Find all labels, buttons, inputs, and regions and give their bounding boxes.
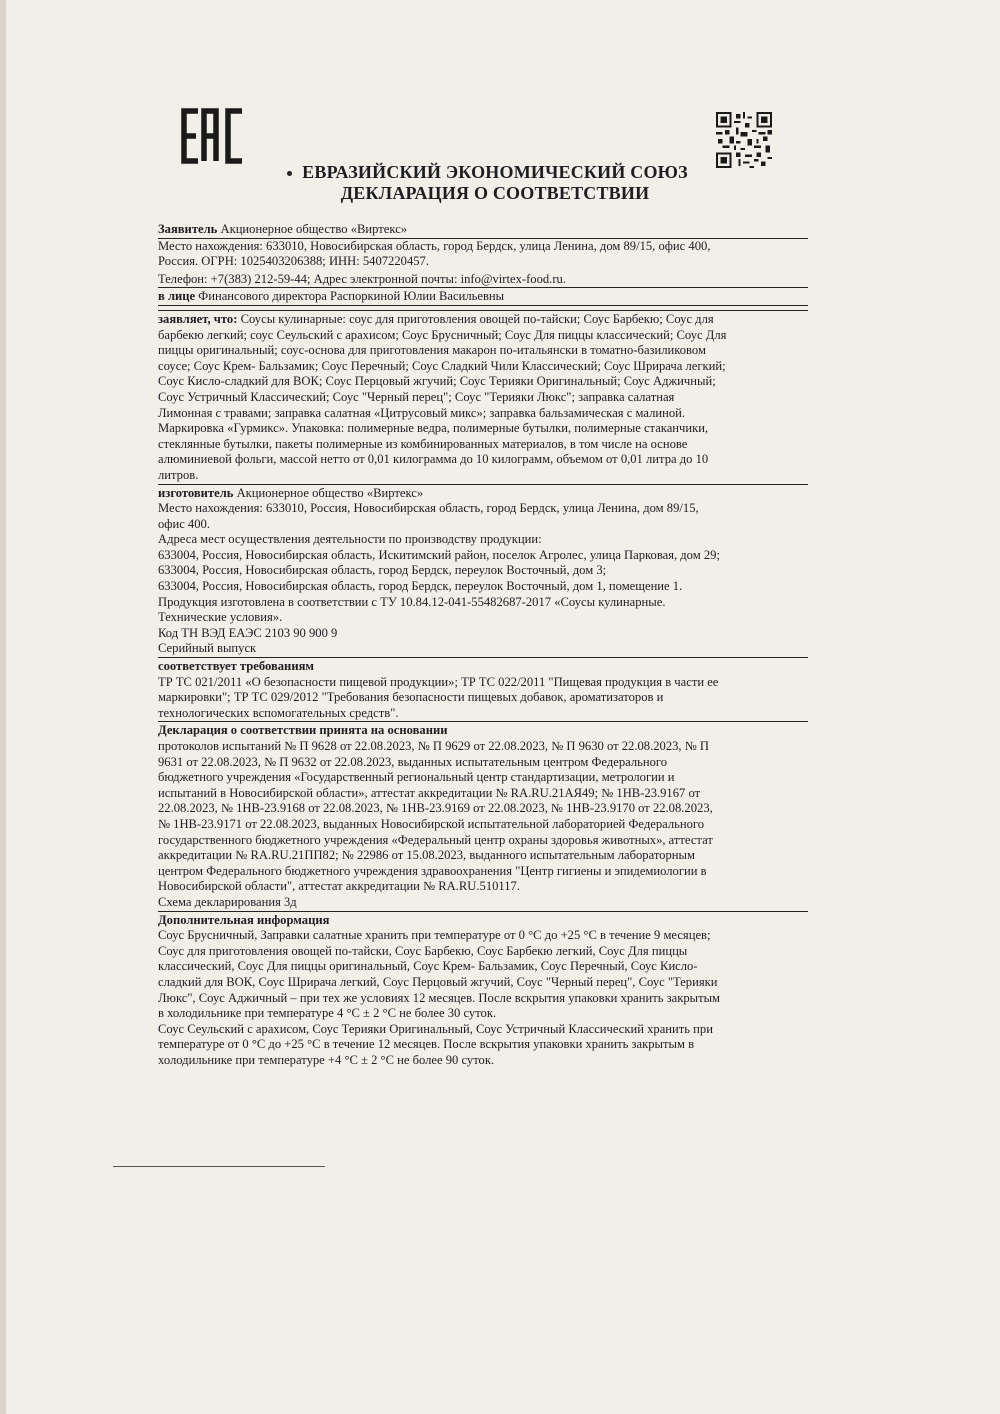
manufacturer-line bbox=[158, 486, 808, 502]
applicant-line bbox=[158, 222, 808, 238]
basis-line-2: 9631 от 22.08.2023, № П 9632 от 22.08.2023, выданных испытательным центром Федерального bbox=[158, 754, 668, 769]
production-site-2: 633004, Россия, Новосибирская область, город Бердск, переулок Восточный, дом 3; bbox=[158, 563, 607, 578]
declares-section bbox=[158, 310, 808, 484]
production-sites-heading: Адреса мест осуществления деятельности по производству продукции: bbox=[158, 532, 542, 547]
applicant-address-line-2: Россия. ОГРН: 1025403206388; ИНН: 5407220457. bbox=[158, 254, 429, 269]
declares-line-10: алюминиевой фольги, массой нетто от 0,01 килограмма до 10 килограмм, объемом от 0,01 литра до 10 bbox=[158, 452, 709, 467]
declares-label: заявляет, что: bbox=[158, 311, 238, 326]
requirements-line-2: маркировки"; ТР ТС 029/2012 "Требования безопасности пищевых добавок, ароматизаторов и bbox=[158, 690, 664, 705]
basis-line-1: протоколов испытаний № П 9628 от 22.08.2023, № П 9629 от 22.08.2023, № П 9630 от 22.08.2023, № П bbox=[158, 739, 709, 753]
eac-logo bbox=[181, 108, 245, 164]
declares-line-9: стеклянные бутылки, пакеты полимерные из комбинированных материалов, в том числе на основе bbox=[158, 436, 688, 451]
basis-section bbox=[158, 721, 808, 910]
additional-line-6: в холодильнике при температуре 4 °С ± 2 °С не более 30 суток. bbox=[158, 1006, 497, 1021]
basis-line-10: Новосибирской области", аттестат аккредитации № RA.RU.510117. bbox=[158, 879, 520, 894]
declares-line-3: пиццы оригинальный; соус-основа для приготовления макарон по-итальянски в томатно-базиликовом bbox=[158, 343, 706, 358]
additional-line-7: Соус Сеульский с арахисом, Соус Терияки Оригинальный, Соус Устричный Классический хранить при bbox=[158, 1021, 713, 1036]
declares-line-6: Соус Устричный Классический; Соус "Черный перец"; Соус "Терияки Люкс"; заправка салатная bbox=[158, 389, 675, 404]
representative-name: Финансового директора Распоркиной Юлии Васильевны bbox=[195, 289, 505, 304]
basis-line-4: испытаний в Новосибирской области», аттестат аккредитации № RA.RU.21АЯ49; № 1НВ-23.9167 от bbox=[158, 785, 701, 800]
additional-line-1: Соус Брусничный, Заправки салатные хранить при температуре от 0 °С до +25 °С в течение 9 месяцев; bbox=[158, 928, 711, 943]
basis-line-5: 22.08.2023, № 1НВ-23.9168 от 22.08.2023, № 1НВ-23.9169 от 22.08.2023, № 1НВ-23.9170 от 22.08.2023, bbox=[158, 801, 713, 816]
standard-line-2: Технические условия». bbox=[158, 610, 283, 625]
representative-line bbox=[158, 289, 808, 305]
declares-text-1: Соусы кулинарные: соус для приготовления овощей по-тайски; Соус Барбекю; Соус для bbox=[237, 311, 714, 326]
requirements-line-1: ТР ТС 021/2011 «О безопасности пищевой продукции»; ТР ТС 022/2011 "Пищевая продукция в части ее bbox=[158, 674, 719, 689]
applicant-address-line-1: Место нахождения: 633010, Новосибирская область, город Бердск, улица Ленина, дом 89/15, офис 400, bbox=[158, 238, 711, 253]
manufacturer-label: изготовитель bbox=[158, 485, 234, 500]
declares-line-2: барбекю легкий; соус Сеульский с арахисом; Соус Брусничный; Соус Для пиццы классический; Соус Для bbox=[158, 327, 727, 342]
declaration-body bbox=[158, 222, 808, 1068]
mark-dot bbox=[287, 171, 292, 176]
production-site-3: 633004, Россия, Новосибирская область, город Бердск, переулок Восточный, дом 1, помещение 1. bbox=[158, 579, 683, 594]
additional-line-4: сладкий для ВОК, Соус Шрирача легкий, Соус Перцовый жгучий, Соус "Черный перец", Соус "Терияки bbox=[158, 974, 718, 989]
additional-line-9: холодильнике при температуре +4 °С ± 2 °С не более 90 суток. bbox=[158, 1052, 495, 1067]
footer-rule bbox=[113, 1166, 325, 1167]
declaration-title: ДЕКЛАРАЦИЯ О СООТВЕТСТВИИ bbox=[340, 183, 650, 203]
scan-edge bbox=[0, 0, 6, 1414]
declares-line-8: Маркировка «Гурмикс». Упаковка: полимерные ведра, полимерные бутылки, полимерные стаканчики, bbox=[158, 421, 709, 436]
basis-line-9: центром Федерального бюджетного учреждения здравоохранения "Центр гигиены и эпидемиологии в bbox=[158, 863, 707, 878]
declares-line-5: Соус Кисло-сладкий для ВОК; Соус Перцовый жгучий; Соус Терияки Оригинальный; Соус Аджичный; bbox=[158, 374, 716, 389]
additional-line-2: Соус для приготовления овощей по-тайски, Соус Барбекю, Соус Барбекю легкий, Соус Для пиццы bbox=[158, 943, 688, 958]
standard-line-1: Продукция изготовлена в соответствии с ТУ 10.84.12-041-55482687-2017 «Соусы кулинарные. bbox=[158, 594, 666, 609]
basis-line-7: государственного бюджетного учреждения «Федеральный центр охраны здоровья животных», аттестат bbox=[158, 832, 713, 847]
additional-line-3: классический, Соус Для пиццы оригинальный, Соус Крем- Бальзамик, Соус Перечный, Соус Кисло- bbox=[158, 959, 698, 974]
applicant-name: Акционерное общество «Виртекс» bbox=[217, 222, 408, 236]
basis-label: Декларация о соответствии принята на основании bbox=[158, 723, 448, 738]
union-title: ЕВРАЗИЙСКИЙ ЭКОНОМИЧЕСКИЙ СОЮЗ bbox=[302, 162, 688, 182]
manufacturer-address-1: Место нахождения: 633010, Россия, Новосибирская область, город Бердск, улица Ленина, дом 89/15, bbox=[158, 501, 699, 516]
additional-label: Дополнительная информация bbox=[158, 912, 330, 927]
declares-line-1 bbox=[158, 312, 808, 328]
manufacturer-address-2: офис 400. bbox=[158, 516, 210, 531]
basis-line-6: № 1НВ-23.9171 от 22.08.2023, выданных Новосибирской испытательной лабораторией Федерального bbox=[158, 816, 705, 831]
qr-code bbox=[716, 112, 772, 168]
additional-section bbox=[158, 911, 808, 1069]
requirements-section bbox=[158, 657, 808, 721]
declares-line-7: Лимонная с травами; заправка салатная «Цитрусовый микс»; заправка бальзамическая с малиной. bbox=[158, 405, 686, 420]
production-type: Серийный выпуск bbox=[158, 641, 257, 656]
basis-line-3: бюджетного учреждения «Государственный региональный центр стандартизации, метрологии и bbox=[158, 770, 675, 785]
applicant-label: Заявитель bbox=[158, 222, 218, 236]
additional-line-5: Люкс", Соус Аджичный – при тех же условиях 12 месяцев. После вскрытия упаковки хранить закрытым bbox=[158, 990, 721, 1005]
applicant-contacts: Телефон: +7(383) 212-59-44; Адрес электронной почты: info@virtex-food.ru. bbox=[158, 271, 566, 286]
applicant-section bbox=[158, 222, 808, 239]
manufacturer-name: Акционерное общество «Виртекс» bbox=[233, 485, 424, 500]
additional-line-8: температуре от 0 °С до +25 °С в течение 12 месяцев. После вскрытия упаковки хранить закрытым в bbox=[158, 1037, 695, 1052]
applicant-details bbox=[158, 239, 808, 288]
declaration-scheme: Схема декларирования 3д bbox=[158, 894, 297, 909]
hs-code: Код ТН ВЭД ЕАЭС 2103 90 900 9 bbox=[158, 625, 338, 640]
representative-label: в лице bbox=[158, 289, 196, 304]
declares-line-11: литров. bbox=[158, 467, 199, 482]
representative-section bbox=[158, 287, 808, 306]
manufacturer-section bbox=[158, 484, 808, 658]
basis-line-8: аккредитации № RA.RU.21ПП82; № 22986 от 15.08.2023, выданного испытательным лабораторным bbox=[158, 848, 695, 863]
production-site-1: 633004, Россия, Новосибирская область, Искитимский район, поселок Агролес, улица Парковая, дом 29; bbox=[158, 547, 720, 562]
declares-line-4: соусе; Соус Крем- Бальзамик; Соус Перечный; Соус Сладкий Чили Классический; Соус Шрирача легкий; bbox=[158, 358, 726, 373]
requirements-line-3: технологических вспомогательных средств". bbox=[158, 705, 399, 720]
requirements-label: соответствует требованиям bbox=[158, 659, 314, 674]
